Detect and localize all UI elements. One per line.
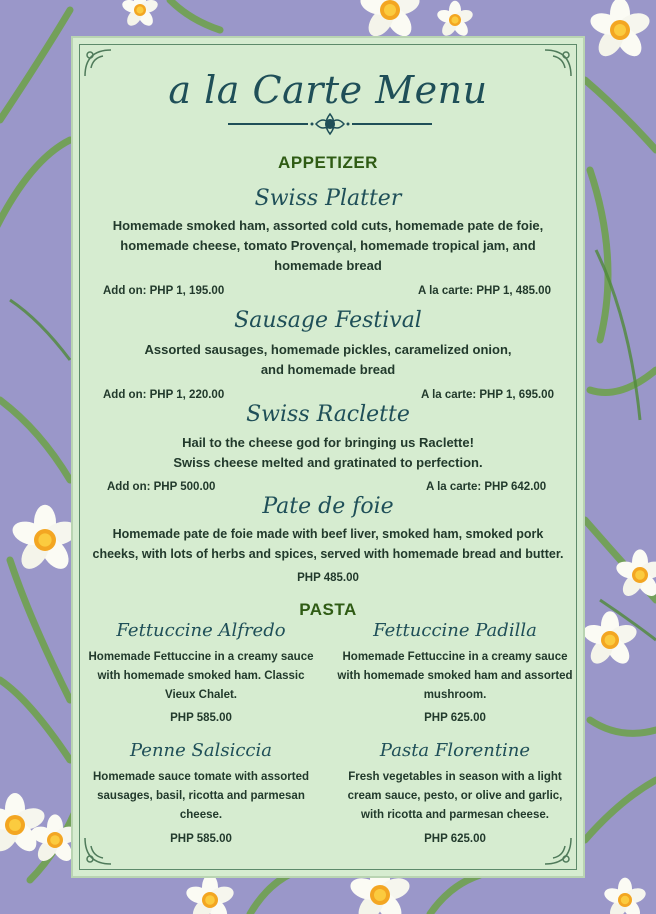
alacarte-price: A la carte: PHP 1, 695.00 — [421, 389, 554, 401]
dish-name: Pate de foie — [262, 494, 394, 519]
dish-description — [75, 524, 581, 564]
dish-name: Fettuccine Padilla — [373, 620, 537, 641]
description-line: Vieux Chalet. — [164, 689, 237, 701]
dish-name: Pasta Florentine — [379, 740, 531, 761]
menu-title: a la Carte Menu — [168, 68, 488, 112]
dish-description — [73, 433, 583, 473]
dish-name: Swiss Raclette — [246, 402, 410, 427]
alacarte-price: A la carte: PHP 1, 485.00 — [418, 285, 551, 297]
description-line: Homemade Fettuccine in a creamy sauce — [342, 651, 568, 663]
alacarte-price: A la carte: PHP 642.00 — [426, 481, 547, 493]
menu-card — [71, 36, 585, 878]
description-line: with homemade smoked ham. Classic — [97, 670, 305, 682]
addon-price: Add on: PHP 1, 195.00 — [103, 285, 225, 297]
description-line: Homemade Fettuccine in a creamy sauce — [88, 651, 314, 663]
dish-description — [73, 340, 583, 380]
dish-description — [81, 768, 321, 825]
description-line: cheeks, with lots of herbs and spices, served with homemade bread and butter. — [92, 547, 564, 561]
description-line: cream sauce, pesto, or olive and garlic, — [347, 790, 563, 802]
dish-price: PHP 585.00 — [170, 833, 232, 845]
description-line: sausages, basil, ricotta and parmesan — [97, 790, 305, 802]
description-line: and homemade bread — [260, 362, 396, 377]
description-line: homemade cheese, tomato Provençal, homemade tropical jam, and — [120, 238, 536, 253]
description-line: Fresh vegetables in season with a light — [348, 771, 562, 783]
dish-description — [73, 216, 583, 276]
pasta-heading: PASTA — [299, 600, 357, 619]
dish-price: PHP 485.00 — [297, 572, 359, 584]
addon-price: Add on: PHP 1, 220.00 — [103, 389, 225, 401]
dish-description — [335, 768, 575, 825]
description-line: Homemade smoked ham, assorted cold cuts, homemade pate de foie, — [112, 218, 544, 233]
appetizer-heading: APPETIZER — [278, 153, 378, 172]
dish-name: Penne Salsiccia — [130, 740, 272, 761]
dish-description — [81, 648, 321, 705]
dish-price: PHP 625.00 — [424, 833, 486, 845]
dish-name: Fettuccine Alfredo — [116, 620, 286, 641]
addon-price: Add on: PHP 500.00 — [107, 481, 216, 493]
dish-price: PHP 625.00 — [424, 712, 486, 724]
dish-price: PHP 585.00 — [170, 712, 232, 724]
description-line: homemade bread — [274, 258, 382, 273]
description-line: Hail to the cheese god for bringing us Raclette! — [182, 435, 474, 450]
description-line: Homemade pate de foie made with beef liver, smoked ham, smoked pork — [112, 527, 544, 541]
description-line: with ricotta and parmesan cheese. — [361, 809, 549, 821]
description-line: Swiss cheese melted and gratinated to perfection. — [173, 455, 483, 470]
description-line: Assorted sausages, homemade pickles, caramelized onion, — [144, 342, 512, 357]
description-line: cheese. — [179, 809, 223, 821]
description-line: Homemade sauce tomate with assorted — [92, 771, 309, 783]
description-line: mushroom. — [423, 689, 487, 701]
dish-name: Sausage Festival — [234, 308, 422, 333]
dish-description — [335, 648, 575, 705]
description-line: with homemade smoked ham and assorted — [337, 670, 573, 682]
ornament-divider-icon — [228, 112, 432, 136]
dish-name: Swiss Platter — [254, 186, 402, 211]
